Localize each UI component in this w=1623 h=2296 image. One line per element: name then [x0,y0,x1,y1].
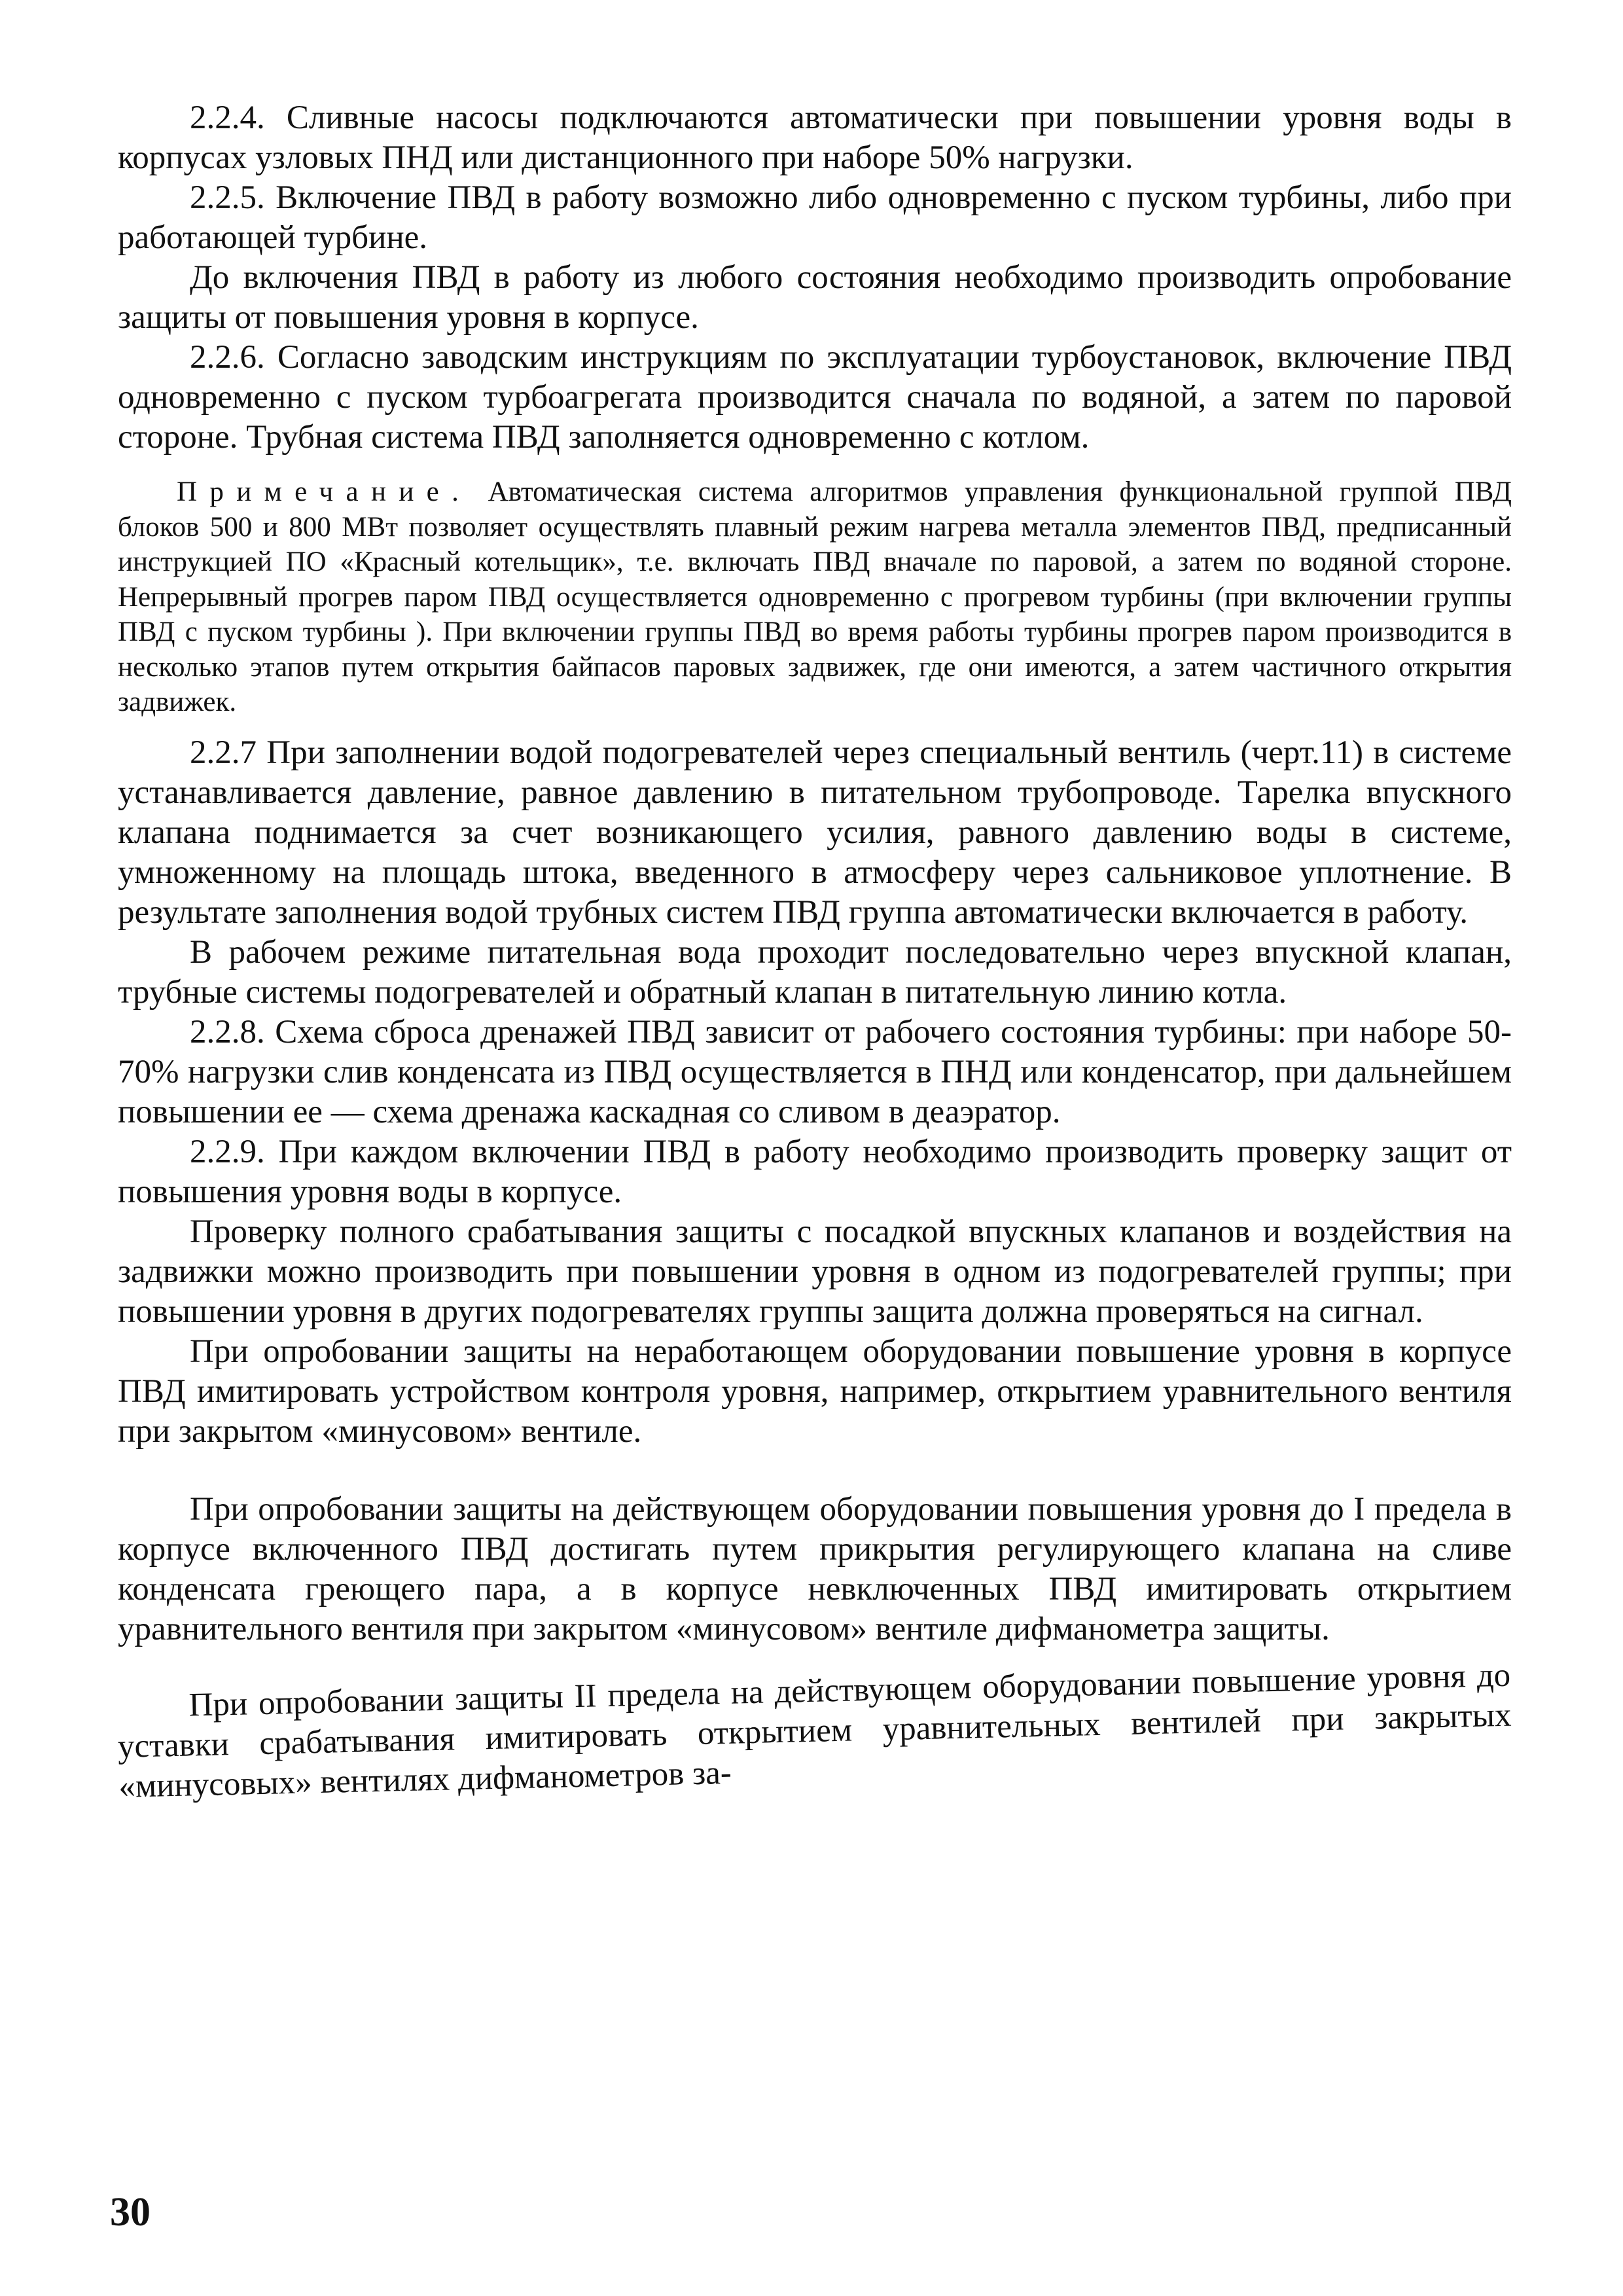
page-text [118,98,1512,1807]
note-block [118,475,1512,720]
paragraph-limit-1-test: При опробовании защиты на действующем оборудовании повышения уровня до I предела в корпусе включенного ПВД достигать путем прикрытия регулирующего клапана на сливе конденсата греющего пара, а в корпусе невключенных ПВД имитировать открытием уравнительного вентиля при закрытом «минусовом» вентиле дифманометра защиты. [118,1490,1512,1647]
paragraph-idle-equipment-test: При опробовании защиты на неработающем оборудовании повышение уровня в корпусе ПВД имитировать устройством контроля уровня, например, открытием уравнительного вентиля при закрытом «минусовом» вентиле. [118,1333,1512,1450]
page-number: 30 [110,2190,151,2234]
paragraph-full-trip-check: Проверку полного срабатывания защиты с посадкой впускных клапанов и воздействия на задвижки можно производить при повышении уровня в одном из подогревателей группы; при повышении уровня в других подогревателях группы защита должна проверяться на сигнал. [118,1213,1512,1330]
paragraph-2-2-6: 2.2.6. Согласно заводским инструкциям по эксплуатации турбоустановок, включение ПВД одновременно с пуском турбоагрегата производится сначала по водяной, а затем по паровой стороне. Трубная система ПВД заполняется одновременно с котлом. [118,339,1512,456]
paragraph-limit-2-test: При опробовании защиты II предела на действующем оборудовании повышение уровня до уставки срабатывания имитировать открытием уравнительных вентилей при закрытых «минусовых» вентилях дифманометров за- [117,1657,1512,1805]
note-text: Автоматическая система алгоритмов управления функциональной группой ПВД блоков 500 и 800 МВт позволяет осуществлять плавный режим нагрева металла элементов ПВД, предписанный инструкцией ПО «Красный котельщик», т.е. включать ПВД вначале по паровой, а затем по водяной стороне. Непрерывный прогрев паром ПВД осуществляется одновременно с прогревом турбины (при включении группы ПВД с пуском турбины ). При включении группы ПВД во время работы турбины прогрев паром производится в несколько этапов путем открытия байпасов паровых задвижек, где они имеются, а затем частичного открытия задвижек. [118,476,1512,717]
paragraph-2-2-9: 2.2.9. При каждом включении ПВД в работу необходимо производить проверку защит от повышения уровня воды в корпусе. [118,1133,1512,1210]
paragraph-2-2-4: 2.2.4. Сливные насосы подключаются автоматически при повышении уровня воды в корпусах узловых ПНД или дистанционного при наборе 50% нагрузки. [118,99,1512,176]
paragraph-2-2-5: 2.2.5. Включение ПВД в работу возможно либо одновременно с пуском турбины, либо при работающей турбине. [118,179,1512,256]
paragraph-2-2-8: 2.2.8. Схема сброса дренажей ПВД зависит от рабочего состояния турбины: при наборе 50-70% нагрузки слив конденсата из ПВД осуществляется в ПНД или конденсатор, при дальнейшем повышении ее — схема дренажа каскадная со сливом в деаэратор. [118,1013,1512,1130]
paragraph-testing-before-start: До включения ПВД в работу из любого состояния необходимо производить опробование защиты от повышения уровня в корпусе. [118,259,1512,336]
note-label: Примечание. [177,476,472,507]
paragraph-working-mode: В рабочем режиме питательная вода проходит последовательно через впускной клапан, трубные системы подогревателей и обратный клапан в питательную линию котла. [118,933,1512,1011]
paragraph-2-2-7: 2.2.7 При заполнении водой подогревателей через специальный вентиль (черт.11) в системе устанавливается давление, равное давлению в питательном трубопроводе. Тарелка впускного клапана поднимается за счет возникающего усилия, равного давлению воды в системе, умноженному на площадь штока, введенного в атмосферу через сальниковое уплотнение. В результате заполнения водой трубных систем ПВД группа автоматически включается в работу. [118,734,1512,931]
